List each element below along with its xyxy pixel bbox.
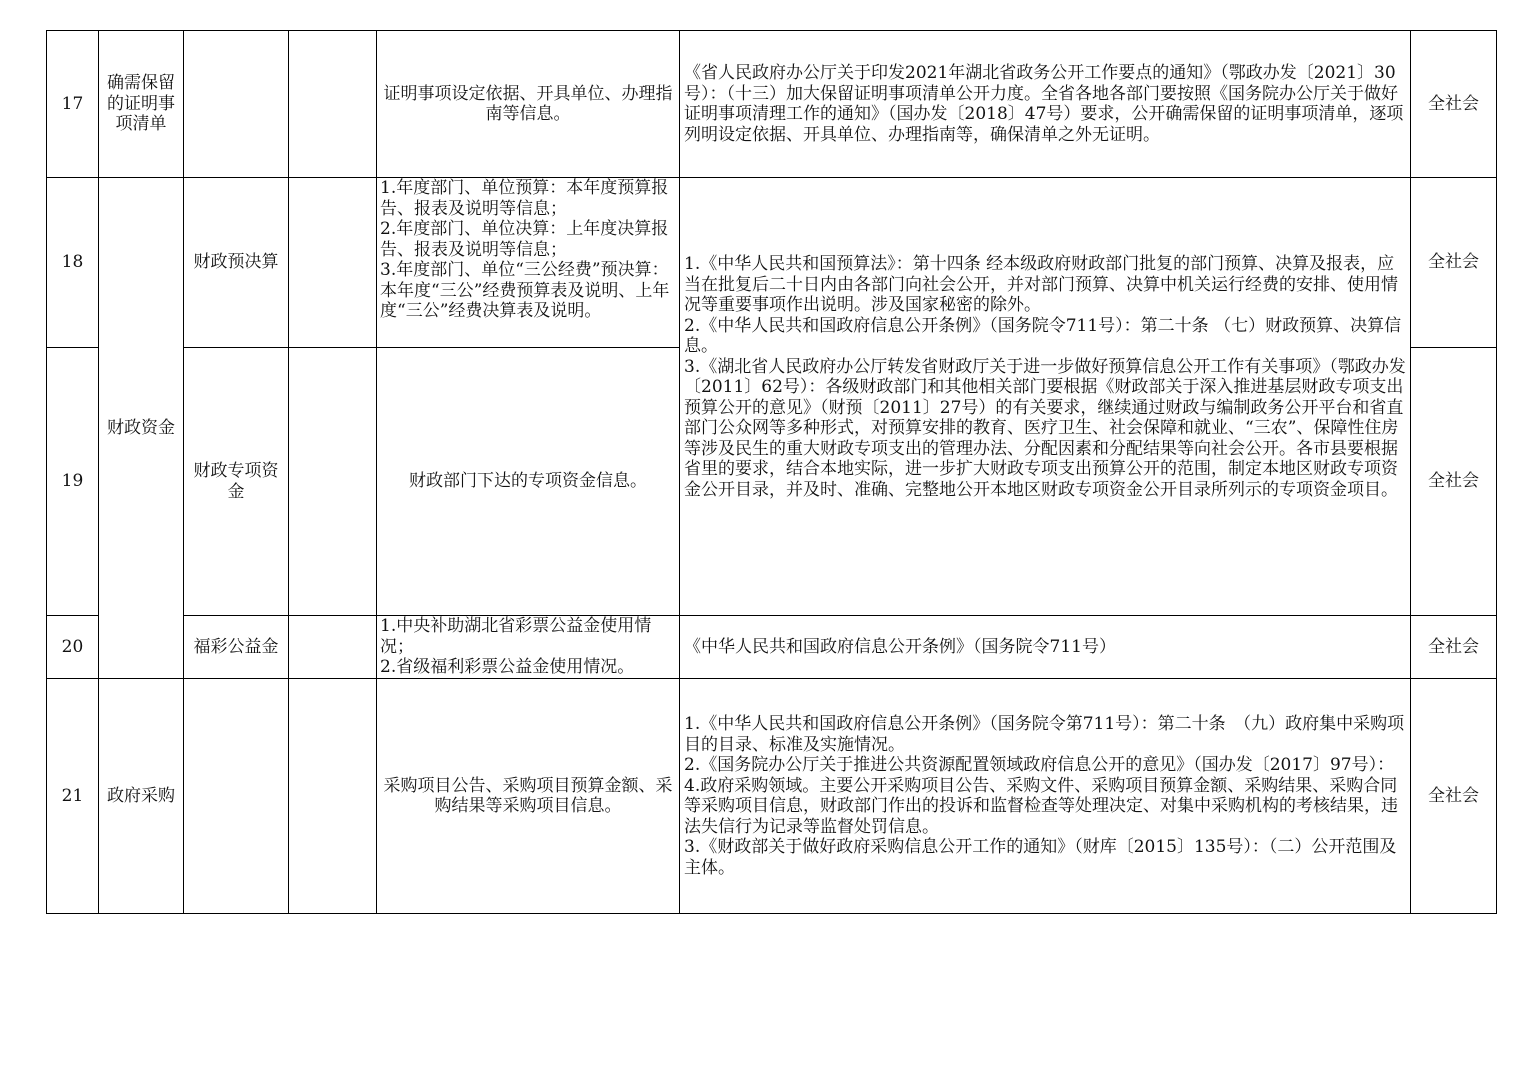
table-row — [47, 31, 1497, 178]
scope-cell: 全社会 — [1411, 178, 1497, 348]
row-number: 21 — [47, 679, 99, 914]
content-cell: 财政部门下达的专项资金信息。 — [377, 348, 680, 616]
scope-cell: 全社会 — [1411, 616, 1497, 679]
basis-cell: 《省人民政府办公厅关于印发2021年湖北省政务公开工作要点的通知》（鄂政办发〔2021〕30号）：（十三）加大保留证明事项清单公开力度。全省各地各部门要按照《国务院办公厅关于做好证明事项清理工作的通知》（国办发〔2018〕47号）要求，公开确需保留的证明事项清单，逐项列明设定依据、开具单位、办理指南等，确保清单之外无证明。 — [680, 31, 1411, 178]
scope-cell: 全社会 — [1411, 679, 1497, 914]
row-number: 18 — [47, 178, 99, 348]
row-number: 17 — [47, 31, 99, 178]
table-row — [47, 616, 1497, 679]
subcategory-cell: 财政预决算 — [184, 178, 289, 348]
basis-cell: 《中华人民共和国政府信息公开条例》（国务院令711号） — [680, 616, 1411, 679]
content-cell: 证明事项设定依据、开具单位、办理指南等信息。 — [377, 31, 680, 178]
scope-cell: 全社会 — [1411, 348, 1497, 616]
disclosure-table — [46, 30, 1497, 914]
subcategory-cell: 财政专项资金 — [184, 348, 289, 616]
empty-cell — [289, 31, 377, 178]
basis-cell: 1.《中华人民共和国政府信息公开条例》（国务院令第711号）：第二十条 （九）政府集中采购项目的目录、标准及实施情况。 2.《国务院办公厅关于推进公共资源配置领域政府信息公开的意见》（国办发〔2017〕97号）：4.政府采购领域。主要公开采购项目公告、采购文件、采购项目预算金额、采购结果、采购合同等采购项目信息，财政部门作出的投诉和监督检查等处理决定、对集中采购机构的考核结果，违法失信行为记录等监督处罚信息。 3.《财政部关于做好政府采购信息公开工作的通知》（财库〔2015〕135号）：（二）公开范围及主体。 — [680, 679, 1411, 914]
content-cell: 采购项目公告、采购项目预算金额、采购结果等采购项目信息。 — [377, 679, 680, 914]
category-cell: 财政资金 — [99, 178, 184, 679]
scope-cell: 全社会 — [1411, 31, 1497, 178]
category-cell: 政府采购 — [99, 679, 184, 914]
empty-cell — [289, 679, 377, 914]
subcategory-cell — [184, 679, 289, 914]
content-cell: 1.中央补助湖北省彩票公益金使用情况； 2.省级福利彩票公益金使用情况。 — [377, 616, 680, 679]
empty-cell — [289, 178, 377, 348]
empty-cell — [289, 616, 377, 679]
content-cell: 1.年度部门、单位预算：本年度预算报告、报表及说明等信息； 2.年度部门、单位决算：上年度决算报告、报表及说明等信息； 3.年度部门、单位“三公经费”预决算：本年度“三公”经费预算表及说明、上年度“三公”经费决算表及说明。 — [377, 178, 680, 348]
subcategory-cell: 福彩公益金 — [184, 616, 289, 679]
table-row — [47, 178, 1497, 348]
table-row — [47, 679, 1497, 914]
category-cell: 确需保留的证明事项清单 — [99, 31, 184, 178]
subcategory-cell — [184, 31, 289, 178]
empty-cell — [289, 348, 377, 616]
row-number: 19 — [47, 348, 99, 616]
row-number: 20 — [47, 616, 99, 679]
basis-cell: 1.《中华人民共和国预算法》：第十四条 经本级政府财政部门批复的部门预算、决算及报表，应当在批复后二十日内由各部门向社会公开，并对部门预算、决算中机关运行经费的安排、使用情况等重要事项作出说明。涉及国家秘密的除外。 2.《中华人民共和国政府信息公开条例》（国务院令711号）：第二十条 （七）财政预算、决算信息。 3.《湖北省人民政府办公厅转发省财政厅关于进一步做好预算信息公开工作有关事项》（鄂政办发〔2011〕62号）：各级财政部门和其他相关部门要根据《财政部关于深入推进基层财政专项支出预算公开的意见》（财预〔2011〕27号）的有关要求，继续通过财政与编制政务公开平台和省直部门公众网等多种形式，对预算安排的教育、医疗卫生、社会保障和就业、“三农”、保障性住房等涉及民生的重大财政专项支出的管理办法、分配因素和分配结果等向社会公开。各市县要根据省里的要求，结合本地实际，进一步扩大财政专项支出预算公开的范围，制定本地区财政专项资金公开目录，并及时、准确、完整地公开本地区财政专项资金公开目录所列示的专项资金项目。 — [680, 178, 1411, 616]
